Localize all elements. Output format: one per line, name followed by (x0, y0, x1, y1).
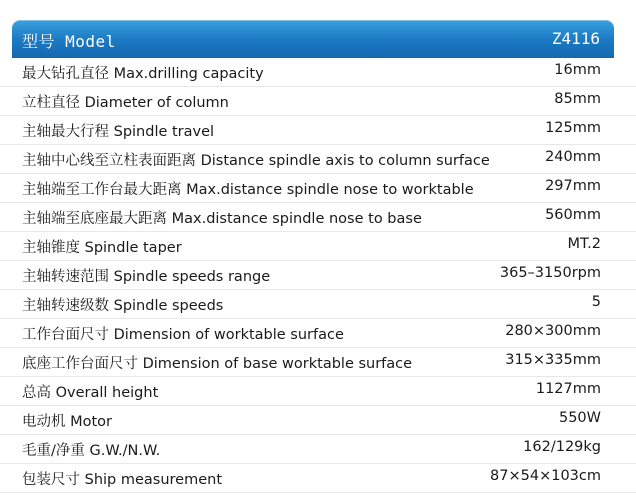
spec-row-column-diameter (0, 87, 636, 116)
spec-label: 立柱直径 Diameter of column (22, 95, 229, 111)
spec-row-spindle-speeds (0, 290, 636, 319)
spec-label: 主轴端至工作台最大距离 Max.distance spindle nose to worktable (22, 182, 474, 198)
spec-label: 主轴端至底座最大距离 Max.distance spindle nose to base (22, 211, 422, 227)
spec-label: 毛重/净重 G.W./N.W. (22, 443, 161, 459)
model-number: Z4116 (551, 29, 600, 48)
spec-label: 工作台面尺寸 Dimension of worktable surface (22, 327, 344, 343)
header-label: 型号 Model (22, 32, 116, 51)
spec-value: 5 (591, 294, 601, 310)
header-bar (12, 20, 614, 58)
spec-row-max-drilling-capacity (0, 58, 636, 87)
spec-value: 560mm (545, 207, 601, 223)
spec-row-spindle-taper (0, 232, 636, 261)
spec-row-spindle-axis-to-column (0, 145, 636, 174)
spec-value: 550W (558, 410, 601, 426)
spec-row-spindle-speeds-range (0, 261, 636, 290)
spec-table (0, 58, 636, 493)
spec-row-spindle-to-base (0, 203, 636, 232)
spec-value: 85mm (554, 91, 601, 107)
spec-value: 315×335mm (505, 352, 601, 368)
spec-label: 电动机 Motor (22, 414, 113, 430)
spec-label: 主轴中心线至立柱表面距离 Distance spindle axis to column surface (22, 153, 490, 169)
spec-value: 365–3150rpm (499, 265, 601, 281)
spec-value: 16mm (554, 62, 601, 78)
spec-value: MT.2 (567, 236, 601, 252)
spec-value: 125mm (545, 120, 601, 136)
spec-value: 280×300mm (505, 323, 601, 339)
spec-value: 1127mm (535, 381, 601, 397)
spec-value: 240mm (545, 149, 601, 165)
spec-row-spindle-to-worktable (0, 174, 636, 203)
spec-row-base-worktable-dimension (0, 348, 636, 377)
spec-label: 最大钻孔直径 Max.drilling capacity (22, 66, 264, 82)
spec-row-weight (0, 435, 636, 464)
spec-row-spindle-travel (0, 116, 636, 145)
spec-label: 总高 Overall height (22, 385, 159, 401)
spec-value: 87×54×103cm (490, 468, 601, 484)
spec-row-ship-measurement (0, 464, 636, 493)
spec-value: 297mm (545, 178, 601, 194)
spec-label: 主轴转速级数 Spindle speeds (22, 298, 224, 314)
spec-value: 162/129kg (523, 439, 601, 455)
spec-label: 底座工作台面尺寸 Dimension of base worktable surface (22, 356, 413, 372)
spec-label: 主轴转速范围 Spindle speeds range (22, 269, 271, 285)
spec-label: 主轴最大行程 Spindle travel (22, 124, 215, 140)
spec-row-overall-height (0, 377, 636, 406)
spec-label: 包装尺寸 Ship measurement (22, 472, 223, 488)
spec-label: 主轴锥度 Spindle taper (22, 240, 182, 256)
spec-row-worktable-dimension (0, 319, 636, 348)
spec-row-motor (0, 406, 636, 435)
